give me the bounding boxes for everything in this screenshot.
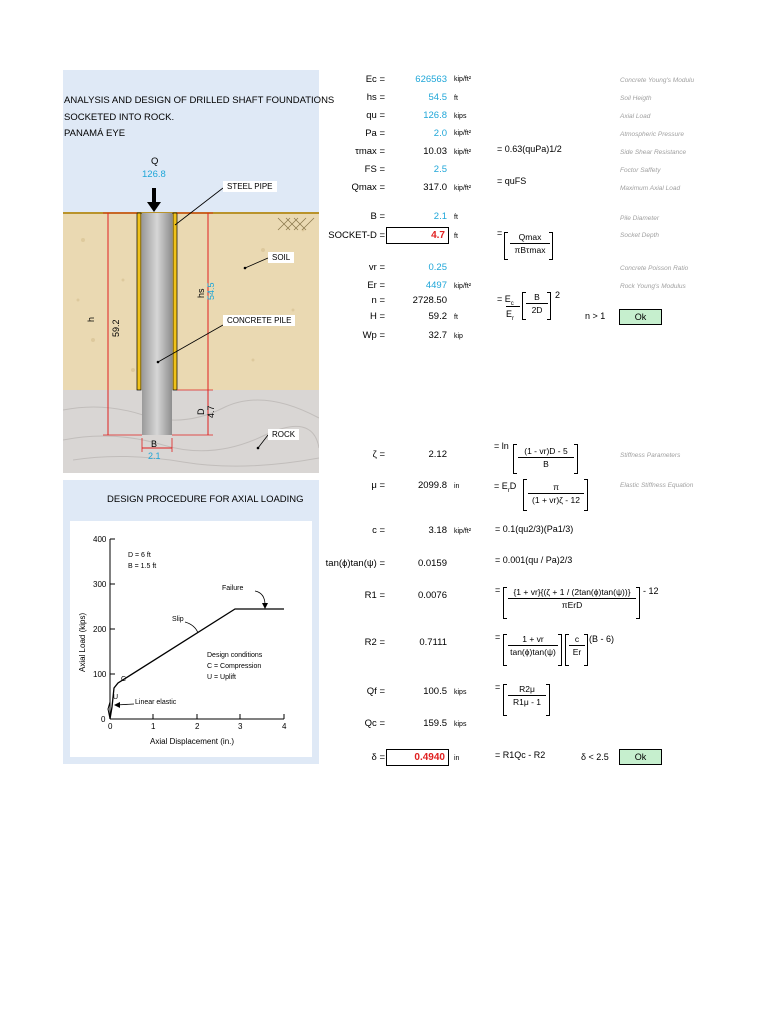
mu-note: Elastic Stiffness Equation: [620, 482, 694, 489]
param-unit: kip/ft²: [454, 76, 472, 83]
delta-unit: in: [454, 755, 460, 762]
param-unit: ft: [454, 95, 458, 102]
soil-label: SOIL: [268, 252, 294, 263]
r1-value: 0.0076: [417, 590, 447, 601]
graph-x-tick-3: 3: [238, 722, 243, 731]
socket-bracket-right: [549, 232, 553, 260]
zeta-eq-sign: = ln: [494, 441, 509, 451]
qf-bracket-right: [546, 684, 550, 716]
param-label: τmax =: [355, 146, 385, 157]
graph-slip-label: Slip: [172, 616, 184, 623]
qc-value: 159.5: [423, 718, 447, 729]
zeta-label: ζ =: [372, 449, 385, 460]
param-value: 54.5: [428, 92, 447, 103]
zeta-bracket-right: [574, 444, 578, 474]
b-value: 2.1: [433, 211, 447, 222]
n-check-cond: n > 1: [585, 311, 606, 321]
n-eq-er: $E_r$: [506, 309, 515, 322]
param-unit: kips: [454, 113, 467, 120]
delta-check-cond: δ < 2.5: [581, 752, 609, 762]
title-line-2: SOCKETED INTO ROCK.: [64, 112, 175, 123]
c-label: c =: [372, 525, 385, 536]
param-value: 2.5: [433, 164, 447, 175]
qf-unit: kips: [454, 689, 467, 696]
r2-fraction-1: $\frac{1 + vr}{\tan(\phi)\tan(\psi)}$: [508, 634, 558, 657]
param-note: Side Shear Resistance: [620, 149, 687, 156]
param-label: Ec =: [365, 74, 385, 85]
graph-cond-3: U = Uplift: [207, 674, 236, 681]
param-note: Soil Heigth: [620, 95, 652, 102]
graph-c-mark: C: [121, 676, 127, 683]
graph-x-tick-2: 2: [195, 722, 200, 731]
c-eq: = 0.1(qu2/3)(Pa1/3): [495, 524, 574, 534]
param-note: Concrete Young's Modulu: [620, 77, 695, 84]
n-eq: = $E_c$: [497, 294, 514, 307]
socket-bracket-left: [504, 232, 508, 260]
qf-eq-sign: =: [495, 682, 501, 692]
d-dim-label: D: [196, 408, 206, 415]
param-note: Foctor Saffety: [620, 167, 661, 174]
r2-label: R2 =: [364, 637, 385, 648]
param-value: 317.0: [423, 182, 447, 193]
steel-pipe-label: STEEL PIPE: [223, 181, 277, 192]
param-value: 10.03: [423, 146, 447, 157]
graph-y-tick-300: 300: [93, 580, 107, 589]
param-unit: kip: [454, 333, 463, 340]
graph-x-tick-1: 1: [151, 722, 156, 731]
param-unit: kip/ft²: [454, 283, 472, 290]
d-dim-value: 4.7: [206, 405, 216, 418]
socket-den: πBτmax: [514, 245, 546, 255]
zeta-value: 2.12: [428, 449, 447, 460]
graph-y-tick-200: 200: [93, 625, 107, 634]
param-value: 626563: [415, 74, 447, 85]
r2-bracket-right-1: [558, 634, 562, 666]
r2-value: 0.7111: [419, 637, 447, 648]
steel-pipe-left: [137, 213, 141, 390]
param-label: hs =: [366, 92, 385, 103]
delta-eq: = R1Qc - R2: [495, 750, 546, 760]
graph-cond-2: C = Compression: [207, 663, 262, 670]
r1-bracket-left: [503, 587, 507, 619]
param-value: 32.7: [428, 330, 447, 341]
param-unit: kip/ft²: [454, 185, 472, 192]
zeta-fraction: $\frac{(1 - vr)D - 5}{B}$: [518, 446, 574, 469]
steel-pipe-right: [173, 213, 177, 390]
r2-bracket-right-2: [584, 634, 588, 666]
param-value: 59.2: [428, 311, 447, 322]
graph-y-tick-0: 0: [101, 715, 106, 724]
graph-x-label: Axial Displacement (in.): [150, 737, 235, 746]
r1-tail: - 12: [643, 586, 659, 596]
qf-label: Qf =: [366, 686, 385, 697]
param-value: 2.0: [433, 128, 447, 139]
delta-check-result: Ok: [619, 749, 662, 765]
socket-value-cell[interactable]: 4.7: [386, 227, 449, 244]
n-fraction: $\frac{B}{2D}$: [526, 292, 548, 315]
graph-y-tick-400: 400: [93, 535, 107, 544]
r2-tail: (B - 6): [589, 634, 615, 644]
mu-label: μ =: [371, 480, 385, 491]
param-label: n =: [371, 295, 385, 306]
q-label: Q: [151, 156, 159, 167]
param-unit: ft: [454, 314, 458, 321]
param-label: H =: [369, 311, 385, 322]
tan-label: tan(ϕ)tan(ψ) =: [325, 558, 385, 569]
zeta-bracket-left: [513, 444, 517, 474]
zeta-note: Stiffness Parameters: [620, 452, 681, 459]
qc-unit: kips: [454, 721, 467, 728]
param-label: vr =: [368, 262, 385, 273]
mu-bracket-left: [523, 479, 527, 511]
tan-eq: = 0.001(qu / Pa)2/3: [495, 555, 573, 565]
param-label: qu =: [366, 110, 385, 121]
n-bracket-right: [547, 292, 551, 320]
param-value: 4497: [425, 280, 447, 291]
n-eq-line: [506, 306, 520, 307]
graph-linear-label: Linear elastic: [135, 699, 177, 706]
socket-fraction: [510, 232, 550, 255]
graph-u-mark: U: [113, 694, 119, 701]
graph-x-tick-4: 4: [282, 722, 287, 731]
graph-x-tick-0: 0: [108, 722, 113, 731]
qc-label: Qc =: [364, 718, 385, 729]
param-value: 2728.50: [412, 295, 447, 306]
param-label: Pa =: [365, 128, 385, 139]
r2-eq-sign: =: [495, 632, 501, 642]
mu-unit: in: [454, 483, 460, 490]
delta-label: δ =: [371, 752, 385, 763]
eq-tau: = 0.63(quPa)1/2: [497, 144, 562, 154]
n-check-result: Ok: [619, 309, 662, 325]
title-line-1: ANALYSIS AND DESIGN OF DRILLED SHAFT FOUNDATIONS: [64, 95, 335, 106]
b-dim-label: B: [151, 439, 158, 449]
b-dim-value: 2.1: [148, 451, 161, 461]
c-unit: kip/ft²: [454, 528, 472, 535]
graph-cond-1: Design conditions: [207, 652, 263, 659]
param-value: 126.8: [423, 110, 447, 121]
param-label: Wp =: [362, 330, 385, 341]
r2-fraction-2: $\frac{c}{Er}$: [569, 634, 585, 657]
rock-label: ROCK: [268, 429, 299, 440]
tan-value: 0.0159: [417, 558, 447, 569]
mu-bracket-right: [584, 479, 588, 511]
r1-label: R1 =: [364, 590, 385, 601]
b-label: B =: [370, 211, 385, 222]
graph-y-tick-100: 100: [93, 670, 107, 679]
mu-eq-sign: = $E_rD$: [494, 481, 517, 494]
concrete-pile-label: CONCRETE PILE: [223, 315, 295, 326]
param-label: Er =: [367, 280, 385, 291]
eq-qmax: = quFS: [497, 176, 527, 186]
param-unit: kip/ft²: [454, 130, 472, 137]
mu-value: 2099.8: [417, 480, 447, 491]
graph-note-d: D = 6 ft: [128, 552, 151, 559]
param-note: Axial Load: [620, 113, 651, 120]
delta-value-cell[interactable]: 0.4940: [386, 749, 449, 766]
r2-bracket-left: [503, 634, 507, 666]
qf-bracket-left: [503, 684, 507, 716]
param-note: Maximum Axial Load: [620, 185, 681, 192]
r1-fraction: {1 + vr}{(ζ + 1 / (2tan(ϕ)tan(ψ))} πErD: [508, 587, 636, 610]
r1-eq-sign: =: [495, 585, 501, 595]
b-unit: ft: [454, 214, 458, 221]
socket-eq-sign: =: [497, 228, 503, 238]
concrete-pile: [142, 213, 172, 435]
hs-dim-label: hs: [196, 288, 206, 298]
qf-value: 100.5: [423, 686, 447, 697]
hs-dim-value: 54.5: [206, 282, 216, 300]
h-dim-value: 59.2: [111, 319, 121, 337]
param-label: FS =: [364, 164, 385, 175]
b-note: Pile Diameter: [620, 215, 660, 222]
graph-note-b: B = 1.5 ft: [128, 563, 157, 570]
r1-bracket-right: [636, 587, 640, 619]
socket-note: Socket Depth: [620, 232, 660, 239]
qf-fraction: $\frac{R2\mu}{R1\mu - 1}$: [508, 684, 546, 707]
param-note: Rock Young's Modulus: [620, 283, 686, 290]
socket-num: Qmax: [510, 232, 550, 244]
param-note: Atmospheric Pressure: [620, 131, 684, 138]
param-label: Qmax =: [351, 182, 385, 193]
title-line-3: PANAMÁ EYE: [64, 128, 126, 139]
n-eq-sq: 2: [555, 290, 561, 300]
param-value: 0.25: [428, 262, 447, 273]
graph-failure-label: Failure: [222, 585, 244, 592]
q-value: 126.8: [142, 169, 166, 180]
param-unit: kip/ft²: [454, 149, 472, 156]
design-heading: DESIGN PROCEDURE FOR AXIAL LOADING: [107, 494, 304, 505]
c-value: 3.18: [428, 525, 447, 536]
socket-label: SOCKET-D =: [328, 230, 385, 241]
graph-y-label: Axial Load (kips): [78, 612, 87, 672]
param-note: Concrete Poisson Ratio: [620, 265, 689, 272]
mu-fraction: $\frac{\pi}{(1 + vr)\zeta - 12}$: [528, 482, 584, 505]
h-dim-label: h: [86, 316, 96, 322]
socket-unit: ft: [454, 233, 458, 240]
